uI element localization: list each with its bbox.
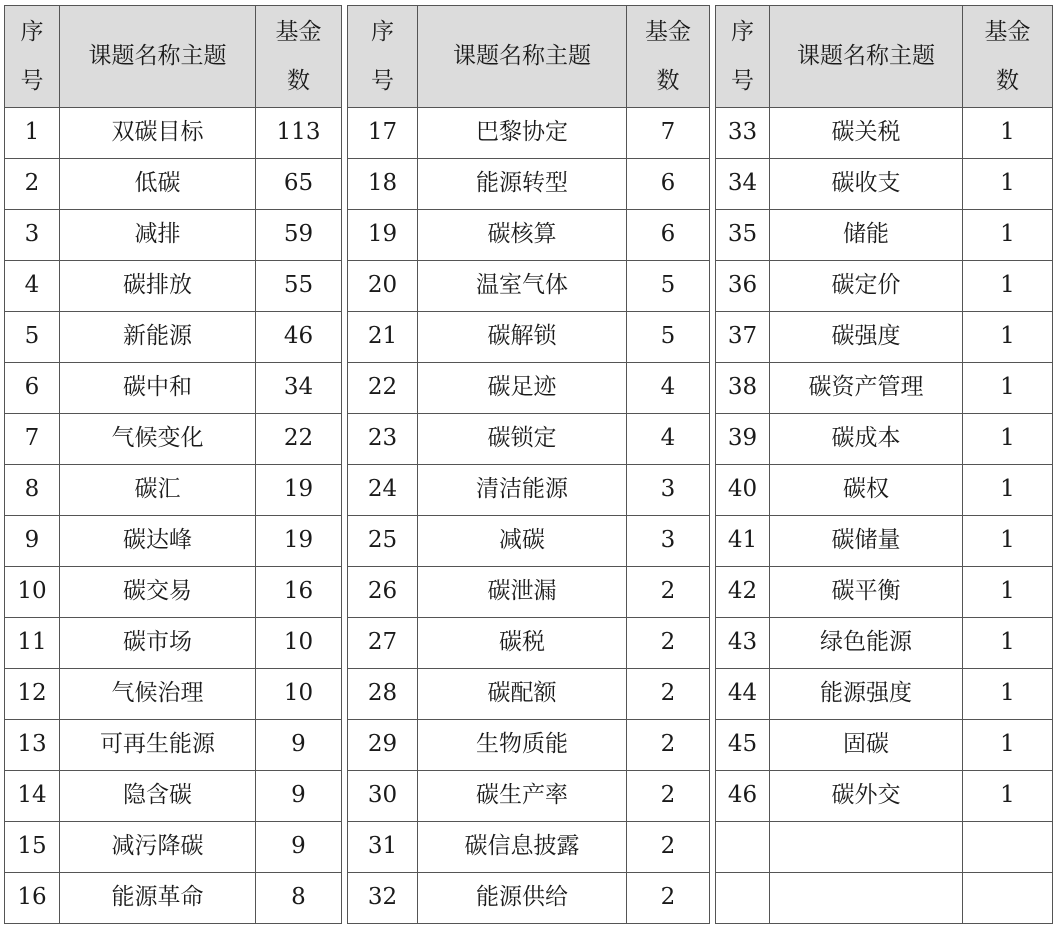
cell-count: 3 (627, 465, 710, 516)
table-row (348, 516, 710, 567)
table-row (5, 822, 342, 873)
table-row (348, 873, 710, 924)
cell-index: 11 (5, 618, 60, 669)
cell-index: 27 (348, 618, 418, 669)
cell-index: 16 (5, 873, 60, 924)
table-row (5, 108, 342, 159)
cell-count: 2 (627, 771, 710, 822)
cell-topic: 碳强度 (770, 312, 963, 363)
cell-index: 30 (348, 771, 418, 822)
table-row (348, 822, 710, 873)
cell-topic: 碳外交 (770, 771, 963, 822)
cell-count: 1 (963, 108, 1053, 159)
cell-count: 55 (256, 261, 342, 312)
cell-count: 1 (963, 669, 1053, 720)
table-row (5, 873, 342, 924)
cell-topic: 减排 (60, 210, 256, 261)
table-row (348, 720, 710, 771)
cell-count: 7 (627, 108, 710, 159)
cell-topic: 低碳 (60, 159, 256, 210)
cell-count: 65 (256, 159, 342, 210)
cell-topic: 碳信息披露 (418, 822, 627, 873)
cell-count: 10 (256, 669, 342, 720)
cell-index: 8 (5, 465, 60, 516)
cell-index: 42 (716, 567, 770, 618)
table-row (716, 873, 1053, 924)
table-block-1 (4, 5, 342, 924)
cell-index: 32 (348, 873, 418, 924)
table-row (716, 618, 1053, 669)
cell-count: 4 (627, 363, 710, 414)
cell-topic: 温室气体 (418, 261, 627, 312)
table-row (5, 771, 342, 822)
cell-index: 23 (348, 414, 418, 465)
table-row (348, 159, 710, 210)
cell-topic: 碳交易 (60, 567, 256, 618)
table-row (348, 465, 710, 516)
cell-count: 5 (627, 261, 710, 312)
cell-index: 6 (5, 363, 60, 414)
table-row (716, 669, 1053, 720)
cell-index: 28 (348, 669, 418, 720)
cell-topic (770, 822, 963, 873)
cell-count: 6 (627, 210, 710, 261)
cell-topic: 巴黎协定 (418, 108, 627, 159)
header-index: 序 号 (716, 6, 770, 108)
cell-topic: 碳足迹 (418, 363, 627, 414)
table-row (716, 414, 1053, 465)
cell-topic (770, 873, 963, 924)
table-row (348, 618, 710, 669)
cell-topic: 碳成本 (770, 414, 963, 465)
cell-topic: 减污降碳 (60, 822, 256, 873)
table-block-3 (715, 5, 1053, 924)
table-row (716, 771, 1053, 822)
cell-index: 26 (348, 567, 418, 618)
header-count: 基金 数 (627, 6, 710, 108)
cell-index: 21 (348, 312, 418, 363)
table-row (348, 771, 710, 822)
cell-topic: 碳储量 (770, 516, 963, 567)
table-row (5, 363, 342, 414)
cell-index: 24 (348, 465, 418, 516)
cell-topic: 碳配额 (418, 669, 627, 720)
cell-index: 36 (716, 261, 770, 312)
cell-index: 20 (348, 261, 418, 312)
cell-topic: 碳资产管理 (770, 363, 963, 414)
cell-index: 22 (348, 363, 418, 414)
cell-index: 39 (716, 414, 770, 465)
cell-topic: 隐含碳 (60, 771, 256, 822)
cell-count: 113 (256, 108, 342, 159)
cell-index (716, 873, 770, 924)
table-row (5, 516, 342, 567)
cell-index: 31 (348, 822, 418, 873)
cell-count: 3 (627, 516, 710, 567)
cell-index: 29 (348, 720, 418, 771)
table-row (5, 720, 342, 771)
cell-index: 10 (5, 567, 60, 618)
header-count: 基金 数 (256, 6, 342, 108)
cell-topic: 清洁能源 (418, 465, 627, 516)
cell-count: 1 (963, 261, 1053, 312)
topic-funding-tables (4, 5, 1053, 924)
cell-index: 38 (716, 363, 770, 414)
table-header (5, 6, 342, 108)
cell-topic: 碳关税 (770, 108, 963, 159)
cell-count: 2 (627, 669, 710, 720)
cell-count: 9 (256, 771, 342, 822)
table-row (716, 465, 1053, 516)
cell-index: 46 (716, 771, 770, 822)
table-row (716, 822, 1053, 873)
cell-index: 15 (5, 822, 60, 873)
table-row (5, 159, 342, 210)
cell-count: 16 (256, 567, 342, 618)
cell-topic: 碳权 (770, 465, 963, 516)
cell-topic: 减碳 (418, 516, 627, 567)
cell-index: 44 (716, 669, 770, 720)
cell-topic: 碳核算 (418, 210, 627, 261)
cell-topic: 绿色能源 (770, 618, 963, 669)
cell-count: 1 (963, 618, 1053, 669)
table-header (348, 6, 710, 108)
cell-topic: 碳市场 (60, 618, 256, 669)
cell-index: 7 (5, 414, 60, 465)
cell-topic: 固碳 (770, 720, 963, 771)
cell-count: 8 (256, 873, 342, 924)
cell-topic: 生物质能 (418, 720, 627, 771)
cell-count: 46 (256, 312, 342, 363)
cell-count (963, 822, 1053, 873)
table-row (716, 567, 1053, 618)
table-row (348, 261, 710, 312)
table-row (348, 414, 710, 465)
cell-topic: 碳汇 (60, 465, 256, 516)
table-row (5, 210, 342, 261)
cell-topic: 新能源 (60, 312, 256, 363)
cell-topic: 气候治理 (60, 669, 256, 720)
cell-index: 2 (5, 159, 60, 210)
cell-count: 4 (627, 414, 710, 465)
cell-index: 43 (716, 618, 770, 669)
table-row (5, 261, 342, 312)
table-row (716, 261, 1053, 312)
table-row (348, 312, 710, 363)
table-row (716, 516, 1053, 567)
cell-index: 4 (5, 261, 60, 312)
cell-count: 1 (963, 363, 1053, 414)
cell-topic: 碳定价 (770, 261, 963, 312)
cell-topic: 能源转型 (418, 159, 627, 210)
cell-count: 2 (627, 567, 710, 618)
cell-index: 18 (348, 159, 418, 210)
table-row (5, 567, 342, 618)
cell-topic: 能源强度 (770, 669, 963, 720)
cell-index: 35 (716, 210, 770, 261)
cell-index (716, 822, 770, 873)
cell-topic: 双碳目标 (60, 108, 256, 159)
cell-index: 3 (5, 210, 60, 261)
cell-count: 10 (256, 618, 342, 669)
cell-count: 1 (963, 312, 1053, 363)
cell-topic: 碳达峰 (60, 516, 256, 567)
cell-topic: 碳生产率 (418, 771, 627, 822)
cell-topic: 碳收支 (770, 159, 963, 210)
table-row (716, 363, 1053, 414)
header-index: 序 号 (5, 6, 60, 108)
cell-count: 2 (627, 873, 710, 924)
cell-count (963, 873, 1053, 924)
cell-count: 1 (963, 720, 1053, 771)
header-index: 序 号 (348, 6, 418, 108)
table-row (716, 720, 1053, 771)
table-block-2 (347, 5, 710, 924)
cell-count: 1 (963, 771, 1053, 822)
table-row (716, 312, 1053, 363)
table-header (716, 6, 1053, 108)
cell-topic: 碳解锁 (418, 312, 627, 363)
cell-count: 6 (627, 159, 710, 210)
header-topic: 课题名称主题 (418, 6, 627, 108)
cell-count: 2 (627, 822, 710, 873)
cell-topic: 碳平衡 (770, 567, 963, 618)
table-row (5, 312, 342, 363)
cell-count: 1 (963, 465, 1053, 516)
header-topic: 课题名称主题 (60, 6, 256, 108)
table-row (348, 669, 710, 720)
cell-topic: 碳泄漏 (418, 567, 627, 618)
table-row (5, 618, 342, 669)
cell-count: 1 (963, 567, 1053, 618)
cell-count: 2 (627, 618, 710, 669)
cell-topic: 可再生能源 (60, 720, 256, 771)
table-row (348, 363, 710, 414)
table-row (716, 108, 1053, 159)
cell-topic: 碳税 (418, 618, 627, 669)
table-row (5, 669, 342, 720)
cell-index: 17 (348, 108, 418, 159)
cell-count: 34 (256, 363, 342, 414)
cell-topic: 能源革命 (60, 873, 256, 924)
cell-count: 1 (963, 414, 1053, 465)
cell-index: 1 (5, 108, 60, 159)
table-row (5, 414, 342, 465)
cell-count: 5 (627, 312, 710, 363)
cell-count: 9 (256, 822, 342, 873)
cell-index: 40 (716, 465, 770, 516)
table-row (716, 159, 1053, 210)
cell-topic: 气候变化 (60, 414, 256, 465)
cell-count: 1 (963, 159, 1053, 210)
cell-index: 13 (5, 720, 60, 771)
cell-count: 1 (963, 516, 1053, 567)
cell-index: 45 (716, 720, 770, 771)
cell-index: 33 (716, 108, 770, 159)
cell-topic: 碳锁定 (418, 414, 627, 465)
table-row (716, 210, 1053, 261)
cell-topic: 能源供给 (418, 873, 627, 924)
cell-index: 37 (716, 312, 770, 363)
cell-count: 19 (256, 516, 342, 567)
cell-count: 59 (256, 210, 342, 261)
cell-index: 34 (716, 159, 770, 210)
cell-index: 9 (5, 516, 60, 567)
cell-index: 19 (348, 210, 418, 261)
cell-count: 1 (963, 210, 1053, 261)
table-row (5, 465, 342, 516)
cell-index: 41 (716, 516, 770, 567)
header-count: 基金 数 (963, 6, 1053, 108)
cell-count: 22 (256, 414, 342, 465)
cell-topic: 碳中和 (60, 363, 256, 414)
cell-count: 9 (256, 720, 342, 771)
cell-topic: 碳排放 (60, 261, 256, 312)
cell-count: 19 (256, 465, 342, 516)
table-row (348, 210, 710, 261)
table-row (348, 567, 710, 618)
cell-count: 2 (627, 720, 710, 771)
table-row (348, 108, 710, 159)
header-topic: 课题名称主题 (770, 6, 963, 108)
cell-index: 5 (5, 312, 60, 363)
cell-index: 12 (5, 669, 60, 720)
cell-index: 14 (5, 771, 60, 822)
cell-topic: 储能 (770, 210, 963, 261)
cell-index: 25 (348, 516, 418, 567)
